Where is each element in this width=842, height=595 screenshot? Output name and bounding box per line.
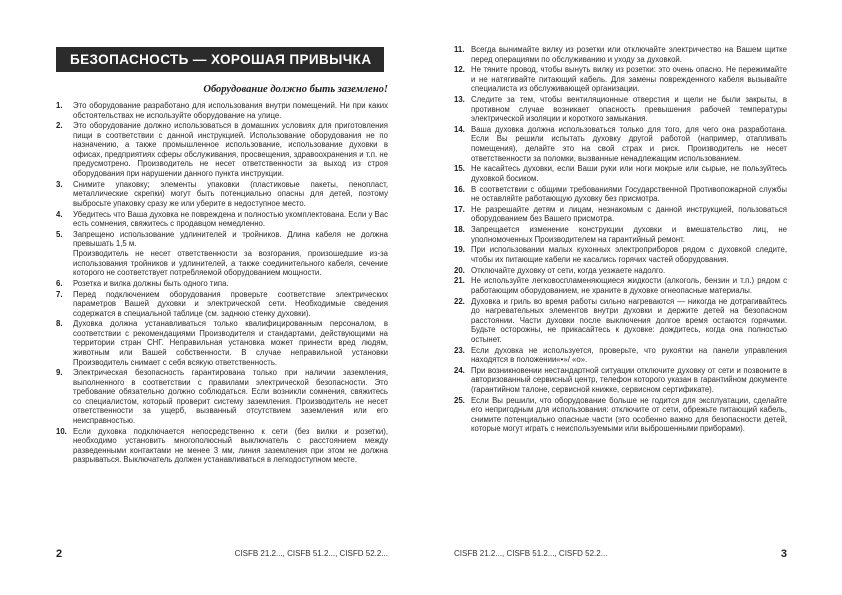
item-number: 17. [454, 204, 465, 214]
item-number: 5. [56, 229, 63, 239]
model-line: CISFB 21.2..., CISFB 51.2..., CISFD 52.2... [234, 549, 388, 558]
item-paragraph: Ваша духовка должна использоваться только для того, для чего она разработана. Если Вы решили испытать духовку другой работой (например, отапливать помещения), делайте это на свой страх и риск. Производитель не несет ответственности за поломки, вызванные ненадлежащим использованием. [471, 124, 787, 163]
list-item [454, 45, 787, 64]
item-number: 25. [454, 395, 465, 405]
item-text [471, 125, 787, 163]
item-number: 9. [56, 368, 63, 378]
item-paragraph: Если Вы решили, что оборудование больше не годится для эксплуатации, сделайте его непригодным для использования: отключите от сети, обрежьте питающий кабель, снимите потенциально опасные части (это особенно важно для безопасности детей, которые могут играть с неиспользуемыми или выброшенными приборами). [471, 395, 787, 434]
item-paragraph: Перед подключением оборудования проверьте соответствие электрических параметров Вашей духовки и электрической сети. Необходимые сведения содержатся в специальной таблице (см. заднюю стенку духовки). [73, 289, 388, 318]
item-text [471, 297, 787, 345]
safety-list-right [454, 45, 787, 435]
item-paragraph: Если духовка подключается непосредственно к сети (без вилки и розетки), необходимо установить многополюсный выключатель с расстоянием между разведенными контактами не менее 3 мм, линия заземления при этом не должна разрываться. Выключатель должен устанавливаться в легкодоступном месте. [73, 426, 388, 465]
list-item [56, 279, 388, 289]
item-paragraph: Производитель не несет ответственности за возгорания, произошедшие из-за использования тройников и удлинителей, а также соединительного кабеля, сечение которого не соответствует потребляемой оборудованием мощности. [73, 248, 388, 278]
item-number: 10. [56, 426, 67, 436]
item-number: 12. [454, 65, 465, 75]
item-text [73, 368, 388, 425]
item-paragraph: Это оборудование должно использоваться в домашних условиях для приготовления пищи в соответствии с данной инструкцией. Использование оборудования не по назначению, а также промышленное использование, использование духовки в офисах, предприятиях сферы обслуживания, просвещения, здравоохранения и т.п. не предусмотрено. Производитель не несет ответственности за выход из строя оборудования при нарушении данного пункта инструкции. [73, 121, 388, 179]
item-paragraph: Это оборудование разработано для использования внутри помещений. Ни при каких обстоятельствах не используйте оборудование на улице. [73, 101, 388, 120]
item-text [73, 230, 388, 278]
item-paragraph: Отключайте духовку от сети, когда уезжаете надолго. [471, 265, 666, 275]
list-item [454, 225, 787, 244]
list-item [454, 346, 787, 365]
page-number: 2 [56, 548, 63, 560]
item-number: 18. [454, 225, 465, 235]
item-number: 7. [56, 289, 63, 299]
item-number: 3. [56, 179, 63, 189]
item-text [471, 65, 787, 94]
grounding-warning: Оборудование должно быть заземлено! [203, 84, 388, 95]
item-text [471, 185, 787, 204]
item-number: 23. [454, 345, 465, 355]
item-number: 20. [454, 265, 465, 275]
item-text [471, 266, 787, 276]
item-text [471, 205, 787, 224]
list-item [56, 230, 388, 278]
list-item [56, 180, 388, 209]
item-text [471, 346, 787, 365]
model-line: CISFB 21.2..., CISFB 51.2..., CISFD 52.2... [454, 549, 608, 558]
section-title: БЕЗОПАСНОСТЬ — ХОРОШАЯ ПРИВЫЧКА [56, 47, 384, 72]
list-item [454, 245, 787, 264]
item-paragraph: Если духовка не используется, проверьте, что рукоятки на панели управления находятся в положении«•»/ «о». [471, 345, 787, 365]
list-item [56, 319, 388, 367]
safety-list-left [56, 101, 388, 466]
list-item [454, 276, 787, 295]
list-item [56, 121, 388, 178]
list-item [454, 297, 787, 345]
item-paragraph: Электрическая безопасность гарантирована только при наличии заземления, выполненного в соответствии с правилами электрической безопасности. Это требование обязательно должно соблюдаться. Если возникли сомнения, свяжитесь со специалистом, который проверит систему заземления. Производитель не несет ответственности за ущерб, вызванный отсутствием заземления или его неисправностью. [73, 368, 388, 425]
item-text [471, 164, 787, 183]
item-paragraph: Всегда вынимайте вилку из розетки или отключайте электричество на Вашем щитке перед операциями по обслуживанию и уходу за духовкой. [471, 45, 787, 64]
item-number: 2. [56, 121, 63, 131]
item-number: 16. [454, 184, 465, 194]
item-number: 15. [454, 164, 465, 174]
list-item [454, 205, 787, 224]
item-number: 19. [454, 245, 465, 255]
list-item [56, 101, 388, 120]
item-paragraph: Не разрешайте детям и лицам, незнакомым с данной инструкцией, пользоваться оборудованием без Вашего присмотра. [471, 204, 787, 224]
item-number: 4. [56, 209, 63, 219]
item-text [73, 427, 388, 465]
item-paragraph: Духовка должна устанавливаться только квалифицированным персоналом, в соответствии с рекомендациями Производителя и стандартами, действующими на территории стран СНГ. Неправильная установка может принести вред людям, животным или Вашей собственности. В случае неправильной установки Производитель снимает с себя всякую ответственность. [73, 319, 388, 367]
item-text [73, 279, 388, 289]
list-item [454, 65, 787, 94]
page-number: 3 [780, 548, 787, 560]
item-paragraph: Не используйте легковоспламеняющиеся жидкости (алкоголь, бензин и т.п.) рядом с работающим оборудованием, не храните в духовке огнеопасные материалы. [471, 276, 787, 295]
item-text [73, 319, 388, 367]
list-item [454, 366, 787, 395]
item-text [471, 396, 787, 434]
list-item [454, 266, 787, 276]
list-item [454, 125, 787, 163]
list-item [56, 210, 388, 229]
item-text [471, 95, 787, 124]
item-number: 22. [454, 296, 465, 306]
item-text [471, 366, 787, 395]
right-page [421, 0, 842, 595]
item-number: 6. [56, 278, 63, 288]
list-item [56, 290, 388, 319]
item-paragraph: Духовка и гриль во время работы сильно нагреваются — никогда не дотрагивайтесь до нагревательных элементов внутри духовки и держите детей на безопасном расстоянии. Части духовки после выключения долгое время остаются горячими. Будьте осторожны, не прикасайтесь к духовке: дождитесь, когда она полностью остынет. [471, 296, 787, 344]
item-paragraph: При использовании малых кухонных электроприборов рядом с духовкой следите, чтобы их питающие кабели не касались горячих частей оборудования. [471, 245, 787, 264]
item-text [73, 180, 388, 209]
item-number: 21. [454, 276, 465, 286]
item-text [73, 290, 388, 319]
item-paragraph: Убедитесь что Ваша духовка не повреждена и полностью укомплектована. Если у Вас есть сомнения, свяжитесь с продавцом немедленно. [73, 209, 388, 229]
item-paragraph: Запрещено использование удлинителей и тройников. Длина кабеля не должна превышать 1,5 м. [73, 229, 388, 249]
item-text [471, 225, 787, 244]
item-text [73, 121, 388, 178]
item-text [471, 45, 787, 64]
item-paragraph: При возникновении нестандартной ситуации отключите духовку от сети и позвоните в авторизованный сервисный центр, телефон которого указан в гарантийном документе (гарантийном талоне, сервисной книжке, сервисном сертификате). [471, 365, 787, 395]
item-paragraph: Снимите упаковку; элементы упаковки (пластиковые пакеты, пенопласт, металлические скрепки) могут быть потенциально опасны для детей, поэтому выбросьте упаковку сразу же или уберите в недоступное место. [73, 179, 388, 208]
item-paragraph: Розетка и вилка должны быть одного типа. [73, 278, 229, 288]
list-item [56, 427, 388, 465]
item-number: 24. [454, 365, 465, 375]
item-text [471, 276, 787, 295]
item-paragraph: В соответствии с общими требованиями Государственной Противопожарной службы не оставляйте работающую духовку без присмотра. [471, 184, 787, 204]
list-item [454, 185, 787, 204]
list-item [454, 95, 787, 124]
item-number: 14. [454, 124, 465, 134]
list-item [454, 164, 787, 183]
item-number: 8. [56, 319, 63, 329]
item-number: 13. [454, 95, 465, 105]
item-number: 1. [56, 101, 63, 110]
item-text [73, 210, 388, 229]
item-number: 11. [454, 45, 465, 54]
item-text [73, 101, 388, 120]
item-paragraph: Следите за тем, чтобы вентиляционные отверстия и щели не были закрыты, в противном случае возникает опасность превышения рабочей температуры электрической изоляции и короткого замыкания. [471, 95, 787, 124]
list-item [454, 396, 787, 434]
item-paragraph: Не касайтесь духовки, если Ваши руки или ноги мокрые или сырые, не пользуйтесь духовкой босиком. [471, 164, 787, 183]
item-text [471, 245, 787, 264]
list-item [56, 368, 388, 425]
item-paragraph: Запрещается изменение конструкции духовки и вмешательство лиц, не уполномоченных Производителем на гарантийный ремонт. [471, 225, 787, 244]
item-paragraph: Не тяните провод, чтобы вынуть вилку из розетки: это очень опасно. Не пережимайте и не натягивайте питающий кабель. Для замены поврежденного кабеля вызывайте специалиста из обслуживающей организации. [471, 65, 787, 94]
